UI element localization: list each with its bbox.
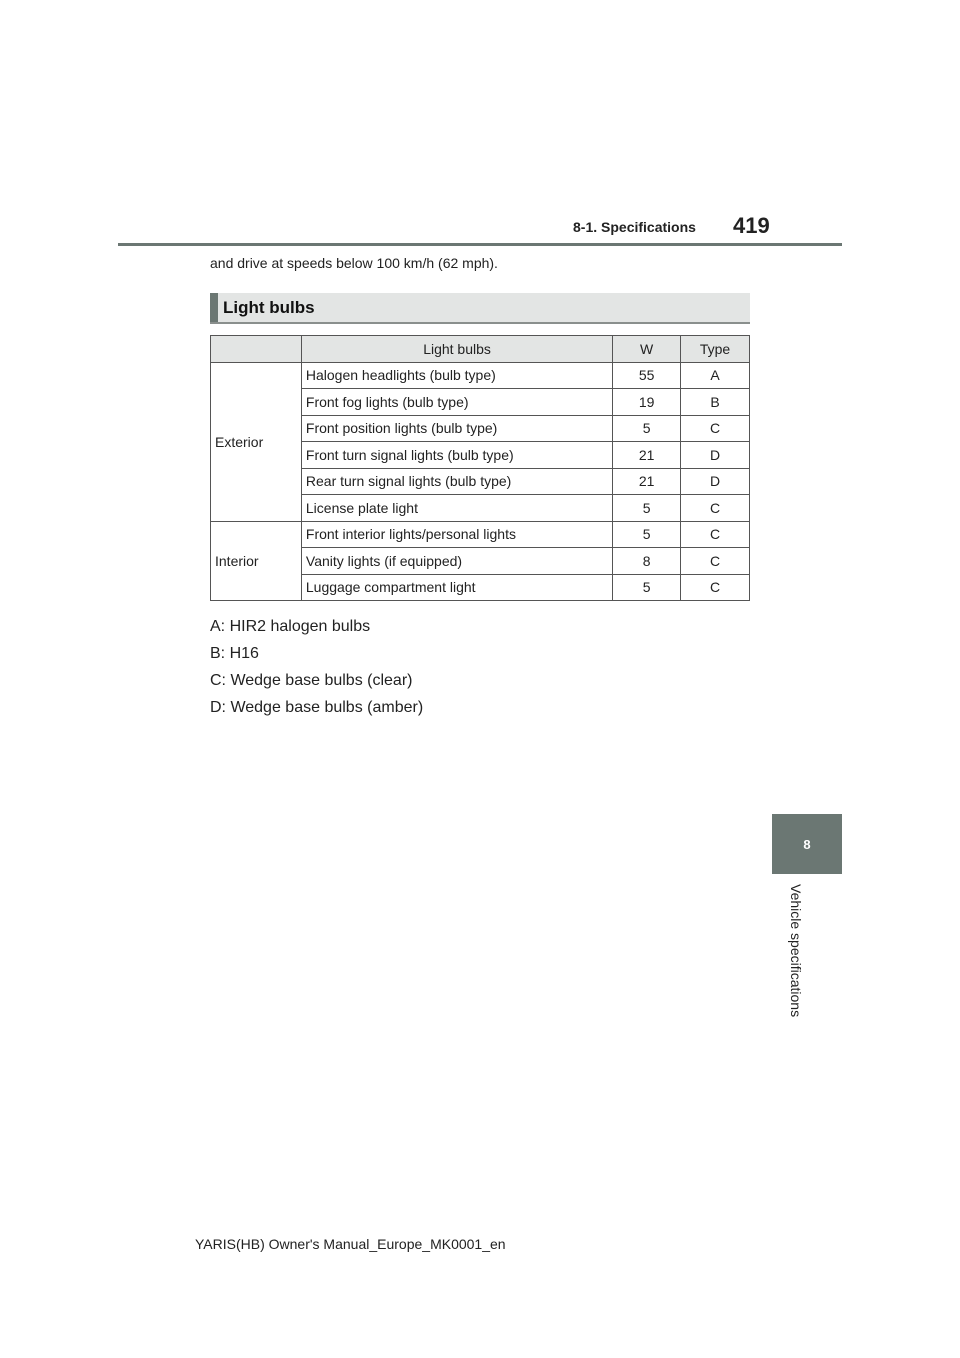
light-bulbs-heading: [210, 293, 750, 324]
bulb-name: Front position lights (bulb type): [301, 415, 612, 442]
section-title: 8-1. Specifications: [573, 219, 696, 235]
column-header-bulbs: Light bulbs: [301, 336, 612, 363]
group-exterior: Exterior: [211, 362, 302, 521]
legend-item: B: H16: [210, 645, 259, 662]
bulb-type-legend: [210, 617, 423, 725]
bulb-type: C: [681, 574, 750, 601]
bulb-type: C: [681, 548, 750, 575]
bulb-name: Vanity lights (if equipped): [301, 548, 612, 575]
table-row: [211, 521, 750, 548]
bulb-watts: 55: [613, 362, 681, 389]
bulb-watts: 5: [613, 495, 681, 522]
legend-item: A: HIR2 halogen bulbs: [210, 618, 371, 635]
bulb-watts: 21: [613, 442, 681, 469]
bulb-watts: 5: [613, 521, 681, 548]
group-interior: Interior: [211, 521, 302, 601]
bulb-name: Front turn signal lights (bulb type): [301, 442, 612, 469]
column-header-type: Type: [681, 336, 750, 363]
table-header-row: [211, 336, 750, 363]
bulb-name: Front interior lights/personal lights: [301, 521, 612, 548]
bulb-name: Halogen headlights (bulb type): [301, 362, 612, 389]
bulb-name: Rear turn signal lights (bulb type): [301, 468, 612, 495]
bulb-type: B: [681, 389, 750, 416]
page-number: 419: [733, 213, 770, 238]
bulb-type: D: [681, 442, 750, 469]
bulb-name: Front fog lights (bulb type): [301, 389, 612, 416]
bulb-type: A: [681, 362, 750, 389]
bulb-name: Luggage compartment light: [301, 574, 612, 601]
bulb-type: C: [681, 495, 750, 522]
header-divider: [118, 243, 842, 246]
column-header-watts: W: [613, 336, 681, 363]
chapter-label: Vehicle specifications: [788, 884, 804, 1018]
column-header-group: [211, 336, 302, 363]
legend-item: D: Wedge base bulbs (amber): [210, 699, 424, 716]
bulb-watts: 5: [613, 574, 681, 601]
heading-accent-bar: [210, 293, 218, 322]
bulb-name: License plate light: [301, 495, 612, 522]
legend-item: C: Wedge base bulbs (clear): [210, 672, 413, 689]
bulb-watts: 19: [613, 389, 681, 416]
table-row: [211, 362, 750, 389]
bulb-type: C: [681, 415, 750, 442]
heading-title: Light bulbs: [223, 298, 315, 317]
bulb-watts: 5: [613, 415, 681, 442]
bulb-watts: 8: [613, 548, 681, 575]
footer-manual-id: YARIS(HB) Owner's Manual_Europe_MK0001_en: [195, 1236, 506, 1252]
chapter-number-tab: 8: [772, 814, 842, 874]
bulb-type: C: [681, 521, 750, 548]
intro-text: and drive at speeds below 100 km/h (62 mph).: [210, 255, 498, 271]
light-bulbs-table: [210, 335, 750, 601]
bulb-type: D: [681, 468, 750, 495]
bulb-watts: 21: [613, 468, 681, 495]
